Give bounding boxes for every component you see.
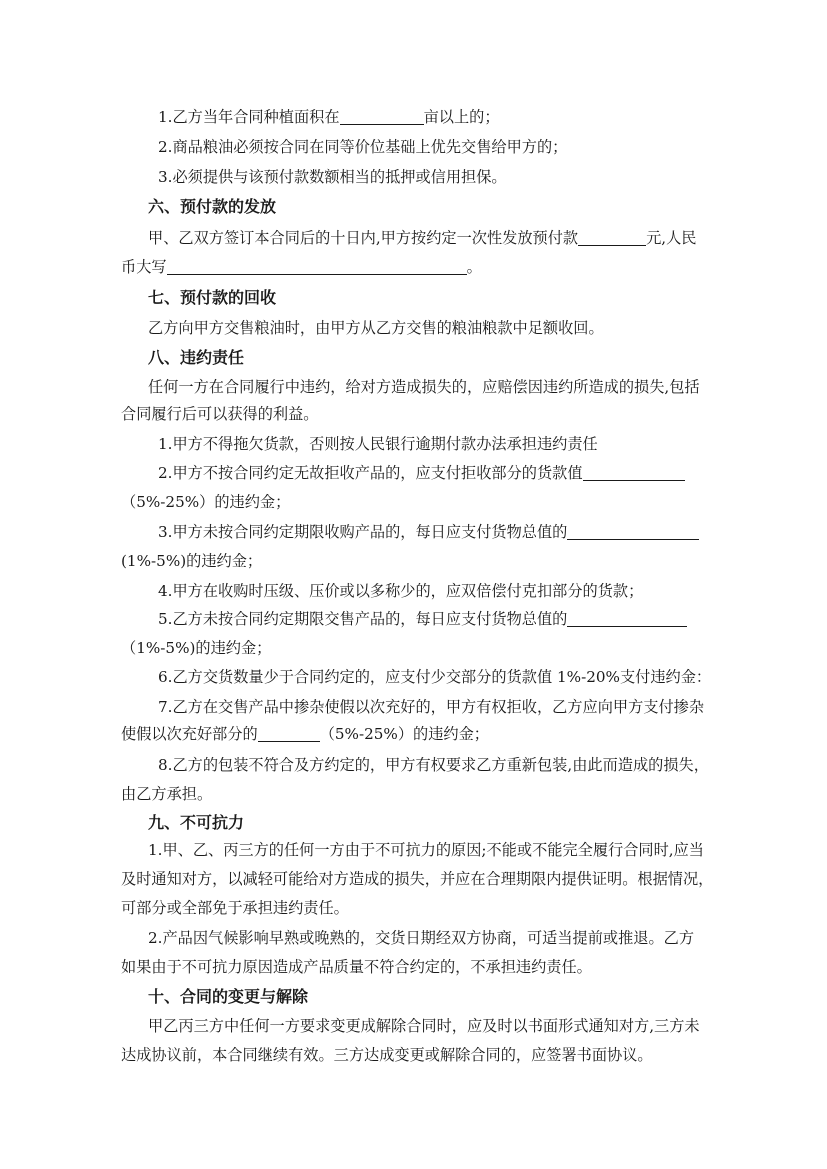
liability-item-1: 1.甲方不得拖欠货款，否则按人民银行逾期付款办法承担违约责任 xyxy=(158,435,598,453)
rmb-uppercase-blank xyxy=(167,258,467,275)
liability-item-2-text: 2.甲方不按合同约定无故拒收产品的，应支付拒收部分的货款值 xyxy=(158,464,583,482)
liability-item-5-text: 5.乙方未按合同约定期限交售产品的，每日应支付货物总值的 xyxy=(158,610,568,628)
liability-item-8-line-1: 8.乙方的包装不符合及方约定的，甲方有权要求乙方重新包装,由此而造成的损失， xyxy=(158,756,709,774)
force-majeure-1-line-1: 1.甲、乙、丙三方的任何一方由于不可抗力的原因;不能或不能完全履行合同时,应当 xyxy=(148,841,704,859)
prepayment-amount-blank xyxy=(578,229,646,246)
force-majeure-2-line-2: 如果由于不可抗力原因造成产品质量不符合约定的，不承担违约责任。 xyxy=(121,958,592,976)
section-10-heading: 十、合同的变更与解除 xyxy=(148,987,309,1006)
liability-item-7-line-1: 7.乙方在交售产品中掺杂使假以次充好的，甲方有权拒收，乙方应向甲方支付掺杂 xyxy=(158,698,705,716)
liability-item-7-suffix: （5%-25%）的违约金； xyxy=(319,725,489,743)
section-8-heading: 八、违约责任 xyxy=(148,348,245,367)
goods-value-blank-2 xyxy=(567,610,687,627)
section-6-text-suffix: 元,人民 xyxy=(646,229,697,247)
liability-item-6: 6.乙方交货数量少于合同约定的，应支付少交部分的货款值 1%-20%支付违约金： xyxy=(158,668,712,686)
liability-item-4: 4.甲方在收购时压级、压价或以多称少的，应双倍偿付克扣部分的货款； xyxy=(158,582,644,600)
rejected-value-blank xyxy=(583,464,685,481)
rmb-uppercase-label: 币大写 xyxy=(121,258,167,276)
area-blank xyxy=(340,108,424,125)
section-8-intro-line-2: 合同履行后可以获得的利益。 xyxy=(121,405,319,423)
liability-item-5-line-2: （1%-5%)的违约金； xyxy=(121,639,272,657)
section-6-heading: 六、预付款的发放 xyxy=(148,197,277,216)
liability-item-2-line-2: （5%-25%）的违约金； xyxy=(121,493,291,511)
section-7-para: 乙方向甲方交售粮油时，由甲方从乙方交售的粮油粮款中足额收回。 xyxy=(148,319,604,337)
section-6-para-line-1 xyxy=(148,228,696,248)
section-7-heading: 七、预付款的回收 xyxy=(148,288,277,307)
section-9-heading: 九、不可抗力 xyxy=(148,813,245,832)
condition-1-suffix: 亩以上的； xyxy=(423,108,500,126)
section-10-para-line-2: 达成协议前，本合同继续有效。三方达成变更或解除合同的，应签署书面协议。 xyxy=(121,1046,653,1064)
liability-item-2-line-1 xyxy=(158,463,685,483)
period: 。 xyxy=(466,258,482,276)
section-6-text: 甲、乙双方签订本合同后的十日内,甲方按约定一次性发放预付款 xyxy=(148,229,579,247)
section-8-intro-line-1: 任何一方在合同履行中违约，给对方造成损失的，应赔偿因违约所造成的损失,包括 xyxy=(148,378,700,396)
liability-item-3-line-1 xyxy=(158,522,699,542)
liability-item-8-line-2: 由乙方承担。 xyxy=(121,785,213,803)
liability-item-3-line-2: (1%-5%)的违约金； xyxy=(121,552,263,570)
condition-2: 2.商品粮油必须按合同在同等价位基础上优先交售给甲方的； xyxy=(158,138,568,156)
condition-1-text: 1.乙方当年合同种植面积在 xyxy=(158,108,340,126)
adulterated-value-blank xyxy=(258,725,320,742)
liability-item-7-text: 使假以次充好部分的 xyxy=(121,725,258,743)
force-majeure-1-line-2: 及时通知对方，以减轻可能给对方造成的损失，并应在合理期限内提供证明。根据情况， xyxy=(121,870,714,888)
goods-value-blank-1 xyxy=(567,523,699,540)
condition-1 xyxy=(158,107,500,127)
liability-item-7-line-2 xyxy=(121,724,489,744)
section-10-para-line-1: 甲乙丙三方中任何一方要求变更成解除合同时，应及时以书面形式通知对方,三方未 xyxy=(148,1017,700,1035)
force-majeure-1-line-3: 可部分或全部免于承担违约责任。 xyxy=(121,899,349,917)
condition-3: 3.必须提供与该预付款数额相当的抵押或信用担保。 xyxy=(158,168,507,186)
section-6-para-line-2 xyxy=(121,257,482,277)
force-majeure-2-line-1: 2.产品因气候影响早熟或晚熟的，交货日期经双方协商，可适当提前或推退。乙方 xyxy=(148,929,695,947)
liability-item-5-line-1 xyxy=(158,609,687,629)
liability-item-3-text: 3.甲方未按合同约定期限收购产品的，每日应支付货物总值的 xyxy=(158,523,568,541)
